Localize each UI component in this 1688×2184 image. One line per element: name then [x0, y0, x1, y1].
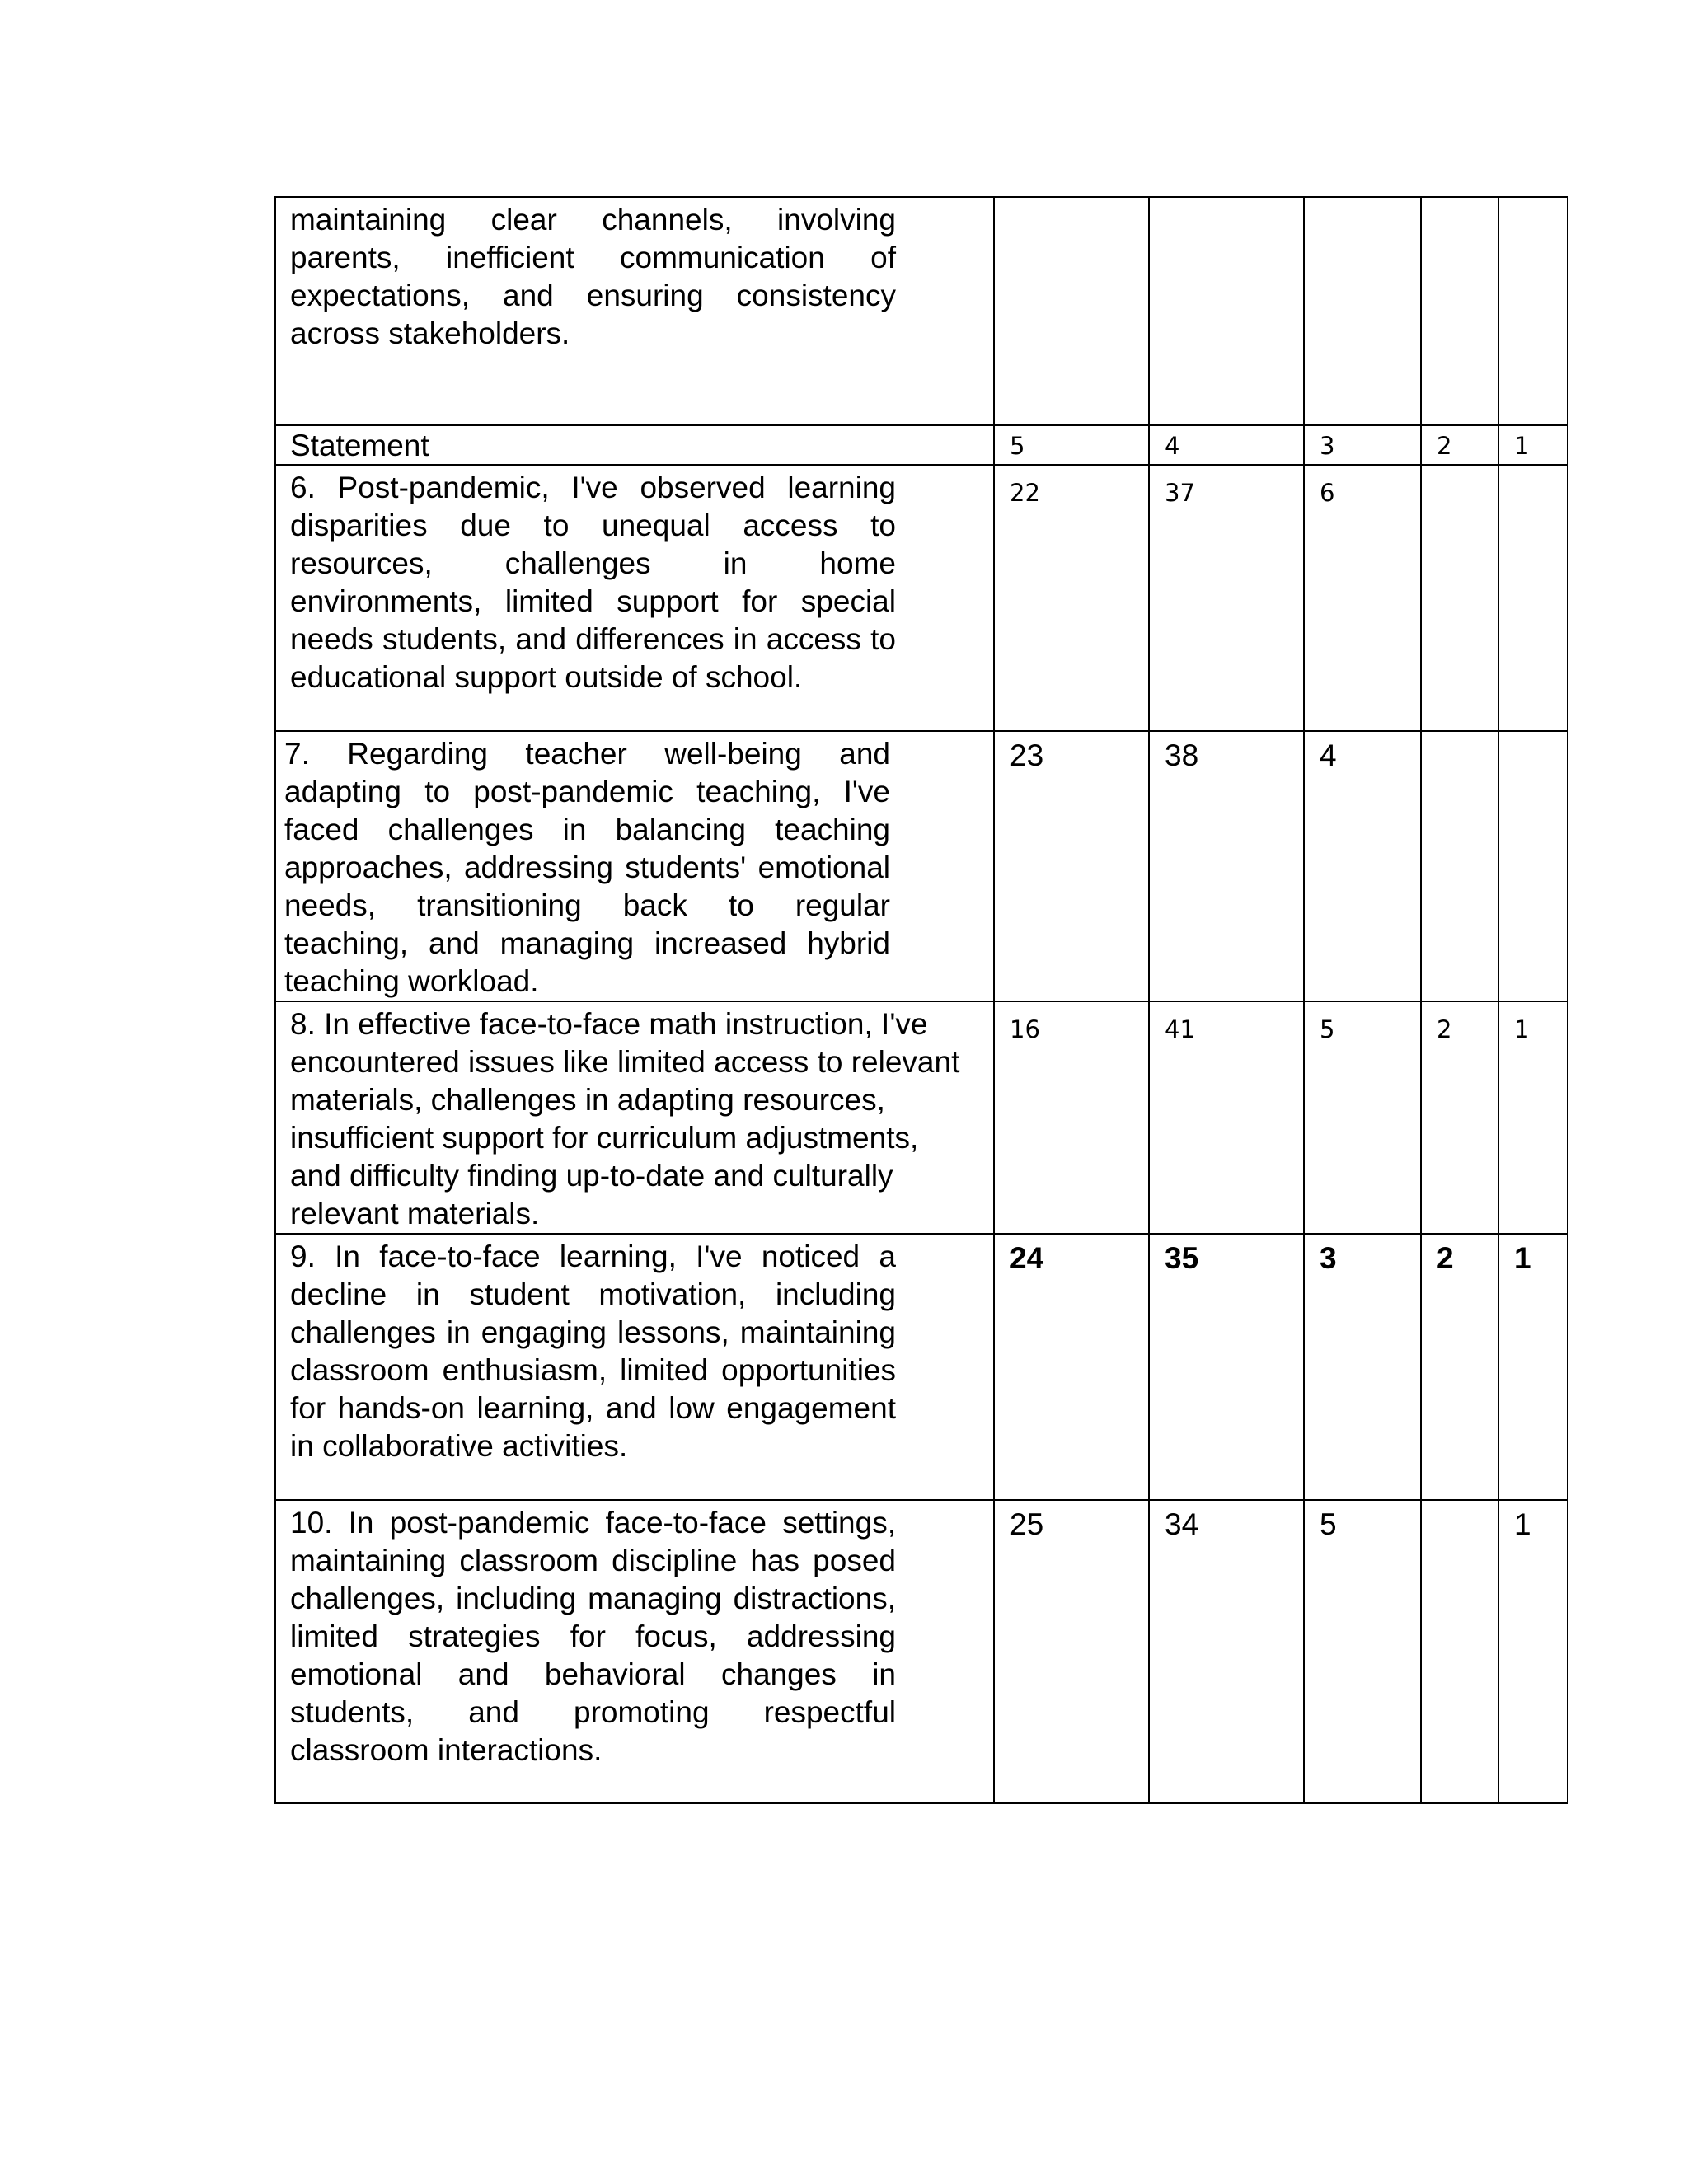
- scale-header-2: 2: [1421, 425, 1498, 465]
- scale-header-1: 1: [1498, 425, 1568, 465]
- statement-cell: [275, 1001, 994, 1234]
- value-cell: 1: [1498, 1500, 1568, 1803]
- value-cell: 3: [1304, 1234, 1421, 1500]
- continuation-row: [275, 197, 1568, 425]
- value-cell: 24: [994, 1234, 1149, 1500]
- statement-text: maintaining clear channels, involving parents, inefficient communication of expectations, and ensuring consistency across stakeholders.: [290, 203, 896, 350]
- value-cell: [1421, 731, 1498, 1001]
- value-cell: 38: [1149, 731, 1304, 1001]
- value-cell: [1421, 197, 1498, 425]
- statement-text: 8. In effective face-to-face math instruction, I've encountered issues like limited access to relevant materials, challenges in adapting resources, insufficient support for curriculum adjustments, and difficulty finding up-to-date and culturally relevant materials.: [290, 1007, 960, 1230]
- value-cell: 23: [994, 731, 1149, 1001]
- value-cell: 22: [994, 465, 1149, 731]
- value-cell: [1498, 731, 1568, 1001]
- table-row: [275, 731, 1568, 1001]
- header-row: [275, 425, 1568, 465]
- value-cell: 41: [1149, 1001, 1304, 1234]
- value-cell: 6: [1304, 465, 1421, 731]
- scale-header-5: 5: [994, 425, 1149, 465]
- statement-cell: [275, 1500, 994, 1803]
- statement-text: 9. In face-to-face learning, I've noticed a decline in student motivation, including challenges in engaging lessons, maintaining classroom enthusiasm, limited opportunities for hands-on learning, and low engagement in collaborative activities.: [290, 1240, 896, 1463]
- statement-text: 6. Post-pandemic, I've observed learning disparities due to unequal access to resources, challenges in home environments, limited support for special needs students, and differences in access to educational support outside of school.: [290, 471, 896, 694]
- value-cell: 35: [1149, 1234, 1304, 1500]
- value-cell: 25: [994, 1500, 1149, 1803]
- statement-text: 10. In post-pandemic face-to-face settings, maintaining classroom discipline has posed challenges, including managing distractions, limited strategies for focus, addressing emotional and behavioral changes in students, and promoting respectful classroom interactions.: [290, 1506, 896, 1767]
- value-cell: 16: [994, 1001, 1149, 1234]
- statement-text: 7. Regarding teacher well-being and adapting to post-pandemic teaching, I've faced challenges in balancing teaching approaches, addressing students' emotional needs, transitioning back to regular teaching, and managing increased hybrid teaching workload.: [284, 737, 890, 998]
- table-row: [275, 1001, 1568, 1234]
- table-row: [275, 1500, 1568, 1803]
- value-cell: 1: [1498, 1234, 1568, 1500]
- value-cell: [1498, 197, 1568, 425]
- value-cell: 34: [1149, 1500, 1304, 1803]
- value-cell: 1: [1498, 1001, 1568, 1234]
- value-cell: 5: [1304, 1001, 1421, 1234]
- table-row: [275, 1234, 1568, 1500]
- value-cell: 4: [1304, 731, 1421, 1001]
- value-cell: [1149, 197, 1304, 425]
- value-cell: [1421, 1500, 1498, 1803]
- statement-cell: [275, 731, 994, 1001]
- scale-header-3: 3: [1304, 425, 1421, 465]
- value-cell: 2: [1421, 1001, 1498, 1234]
- value-cell: [994, 197, 1149, 425]
- value-cell: 5: [1304, 1500, 1421, 1803]
- value-cell: 2: [1421, 1234, 1498, 1500]
- statement-cell: [275, 465, 994, 731]
- survey-results-table: [274, 196, 1568, 1804]
- value-cell: 37: [1149, 465, 1304, 731]
- value-cell: [1498, 465, 1568, 731]
- statement-cell: [275, 197, 994, 425]
- statement-cell: [275, 1234, 994, 1500]
- statement-header: Statement: [275, 425, 994, 465]
- value-cell: [1304, 197, 1421, 425]
- table-row: [275, 465, 1568, 731]
- scale-header-4: 4: [1149, 425, 1304, 465]
- value-cell: [1421, 465, 1498, 731]
